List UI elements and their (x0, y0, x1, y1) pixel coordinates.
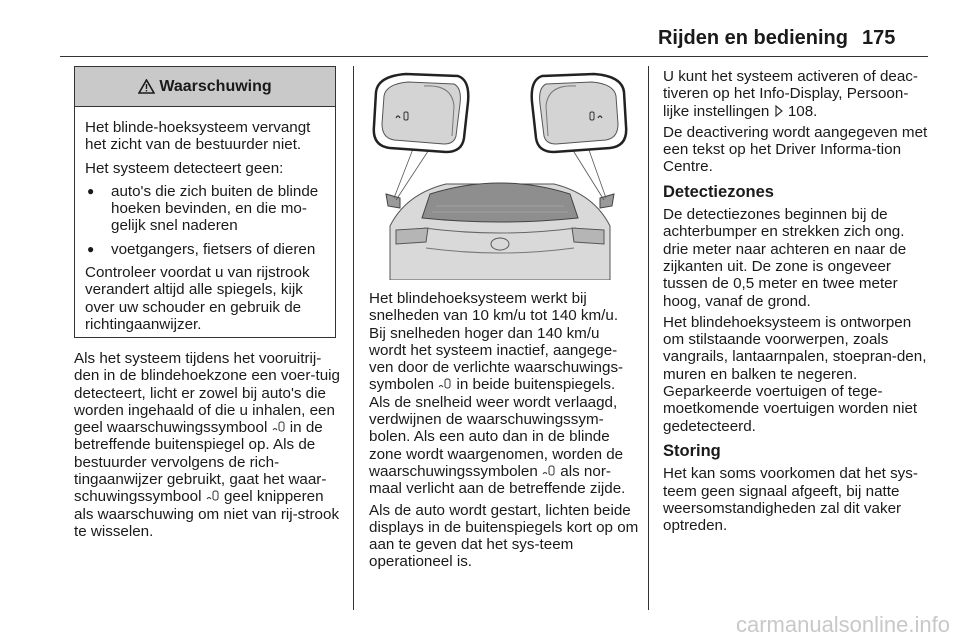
bullet-icon: ● (87, 183, 95, 198)
bullet-text: voetgangers, fietsers of dieren (111, 240, 316, 258)
text-run: geel knipperen als waarschuwing om niet van rij-strook te wisselen. (74, 488, 340, 540)
warning-title: Waarschuwing (159, 77, 272, 95)
paragraph: Het kan soms voorkomen dat het sys-teem geen signaal afgeeft, bij natte weersomstandigheden zal dit vaker optreden. (663, 465, 918, 535)
page-reference-arrow-icon (774, 105, 784, 117)
warning-bullet (85, 241, 327, 258)
column-3 (663, 68, 931, 538)
paragraph (369, 290, 639, 498)
warning-header (75, 67, 335, 107)
warning-triangle-icon (138, 79, 155, 94)
column-1 (74, 350, 344, 544)
blind-spot-warning-icon (206, 490, 220, 502)
watermark: carmanualsonline.info (735, 612, 950, 637)
text-run: als nor-maal verlicht aan de betreffende zijde. (369, 462, 626, 498)
paragraph: De detectiezones beginnen bij de achterbumper en strekken zich ong. drie meter naar achteren en naar de zijkanten uit. De zone is ongeveer tussen de 0,5 meter en twee meter hoog, vanaf de grond. (663, 206, 907, 310)
page-reference[interactable]: 108. (787, 102, 818, 120)
warning-text: Het blinde-hoeksysteem vervangt het zicht van de bestuurder niet. (85, 119, 311, 154)
warning-text: Het systeem detecteert geen: (85, 159, 284, 177)
warning-box (74, 66, 336, 338)
text-run: in de betreffende buitenspiegel op. Als de bestuurder vervolgens de rich-tingaanwijzer gebruikt, gaat het waar-schuwingssymbool (74, 419, 327, 506)
page-number: 175 (862, 27, 896, 49)
blind-spot-warning-icon (272, 421, 286, 433)
text-run: Het blindehoeksysteem werkt bij snelheden van 10 km/u tot 140 km/u. Bij snelheden hoger dan 140 km/u wordt het systeem inactief, aangege-ven door de verlichte waarschuwings-symbolen (369, 290, 624, 394)
header-title: Rijden en bediening (657, 27, 848, 49)
blind-spot-warning-icon (542, 465, 556, 477)
bullet-icon: ● (87, 241, 95, 256)
paragraph (74, 350, 344, 540)
paragraph: De deactivering wordt aangegeven met een tekst op het Driver Informa-tion Centre. (663, 123, 928, 176)
bullet-text: auto's die zich buiten de blinde hoeken bevinden, en die mo-gelijk snel naderen (111, 182, 319, 235)
header-rule (60, 56, 928, 57)
paragraph: Het blindehoeksysteem is ontworpen om stilstaande voorwerpen, zoals vangrails, lantaarnpalen, stoepran-den, muren en balken te negeren. Geparkeerde voertuigen of tege-moetkomende voertuigen worden niet gedetecteerd. (663, 313, 927, 435)
warning-text: Controleer voordat u van rijstrook verandert altijd alle spiegels, kijk over uw schouder en gebruik de richtingaanwijzer. (85, 264, 310, 333)
section-heading: Detectiezones (663, 182, 774, 201)
column-divider-right (648, 66, 649, 610)
mirror-illustration (366, 66, 634, 280)
text-run: in beide buitenspiegels. Als de snelheid weer wordt verlaagd, verdwijnen de waarschuwingssym-bolen. Als een auto dan in de blinde zone wordt waargenomen, worden de waarschuwingssymbolen (369, 376, 624, 480)
column-2 (369, 290, 639, 575)
blind-spot-warning-icon (438, 378, 452, 390)
paragraph: Als de auto wordt gestart, lichten beide displays in de buitenspiegels kort op om aan te geven dat het sys-teem operationeel is. (369, 501, 639, 571)
text-run: Als het systeem tijdens het vooruitrij-den in de blindehoekzone een voer-tuig detecteert, licht er zowel bij auto's die worden ingehaald of die u inhalen, een geel waarschuwingssymbool (74, 350, 340, 437)
warning-bullet (85, 183, 327, 235)
text-run: U kunt het systeem activeren of deac-tiveren op het Info-Display, Persoon-lijke instellingen (663, 68, 918, 120)
paragraph (663, 68, 931, 120)
section-heading: Storing (663, 441, 721, 460)
column-divider-left (353, 66, 354, 610)
